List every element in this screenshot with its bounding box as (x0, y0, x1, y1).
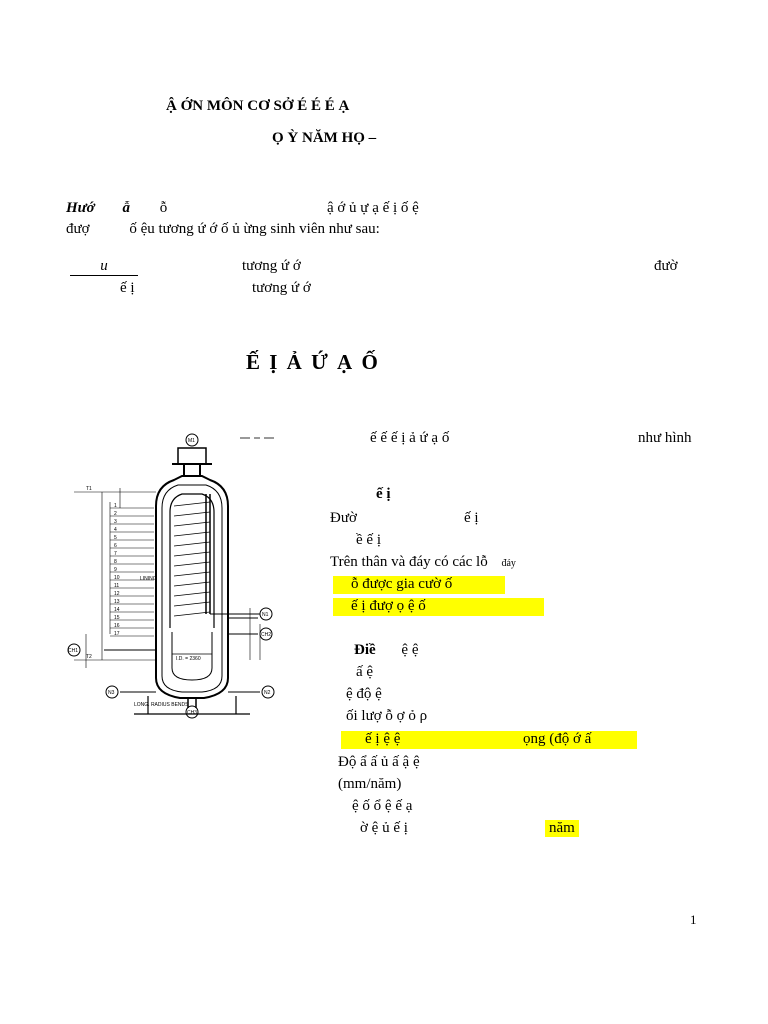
r16b: năm (545, 820, 579, 837)
r15: ệ ố ổ ệ ế ạ (352, 798, 413, 814)
intro-line2 (66, 221, 380, 238)
r8b: ệ ệ (401, 642, 419, 658)
r16 (360, 820, 575, 837)
row-label: 2 (114, 511, 117, 517)
label-ch2: CH2 (261, 632, 272, 638)
row-label: 17 (114, 631, 120, 637)
r9: ấ ệ (356, 664, 374, 680)
r12-highlight (341, 731, 637, 749)
r3 (330, 510, 479, 527)
row-label: 1 (114, 503, 117, 509)
param-text-3: ế ị (120, 280, 135, 296)
r1 (370, 430, 449, 447)
r14: (mm/năm) (338, 776, 402, 792)
r12b: ọng (độ ớ ấ (523, 731, 592, 747)
r4: ề ế ị (356, 532, 381, 548)
r11: ối lượ ỗ ợ ỏ ρ (346, 708, 428, 724)
row-label: 3 (114, 519, 117, 525)
row-label: 14 (114, 607, 120, 613)
r8a: Điề (354, 642, 376, 658)
row-label: 15 (114, 615, 120, 621)
param-text-4: tương ứ ớ (252, 280, 311, 296)
row-label: 12 (114, 591, 120, 597)
intro-lead-3: ỗ (159, 200, 168, 216)
intro-text-2b: ố ệu tương ứ ớ ố ủ ừng sinh viên như sau: (129, 221, 380, 237)
intro-line1 (66, 200, 419, 217)
r8 (354, 642, 419, 659)
row-label: 16 (114, 623, 120, 629)
intro-text-2a: đượ (66, 221, 90, 237)
page-number: 1 (690, 912, 697, 927)
row-label: 9 (114, 567, 117, 573)
row-label: 10 (114, 575, 120, 581)
row-label: 8 (114, 559, 117, 565)
r12a: ế ị ệ ệ (365, 731, 401, 747)
row-label: 13 (114, 599, 120, 605)
r5a: Trên thân và đáy có các lỗ (330, 554, 488, 570)
label-lining: LINING (140, 576, 157, 582)
row-label: 4 (114, 527, 117, 533)
param-text-2: đườ (654, 258, 678, 274)
doc-title-line1: Ậ ỚN MÔN CƠ SỞ É É É Ạ (166, 98, 350, 114)
label-t1: T1 (86, 486, 92, 492)
label-n2: N2 (264, 690, 271, 696)
param-u: u (70, 258, 138, 276)
section-heading: Ế Ị Ả Ứ Ạ Ố (246, 350, 380, 374)
label-base: LONG. RADIUS BENDS (134, 702, 189, 708)
r16a: ờ ệ ủ ế ị (360, 820, 408, 836)
param-line1 (70, 258, 678, 276)
r1b: như hình (638, 430, 692, 446)
r5 (330, 554, 516, 571)
param-text-1: tương ứ ớ (242, 258, 301, 274)
top-nozzle-flange (178, 448, 206, 464)
row-label: 5 (114, 535, 117, 541)
label-ch1: CH1 (68, 648, 79, 654)
doc-title-line2: Ọ Ỳ NĂM HỌ – (272, 130, 377, 146)
label-t2: T2 (86, 654, 92, 660)
label-n1: N1 (262, 612, 269, 618)
reactor-diagram (64, 428, 286, 724)
row-label: 11 (114, 583, 120, 589)
label-id: I.D. = 2360 (176, 656, 201, 662)
r10: ệ độ ệ (346, 686, 382, 702)
r1-text: ế ế ế ị ả ứ ạ ố (370, 430, 450, 446)
row-label: 7 (114, 551, 117, 557)
intro-lead-2: ẫ (122, 200, 130, 216)
r7: ế ị đượ ọ ệ ố (351, 598, 426, 614)
r6: ỗ được gia cườ ố (351, 576, 453, 592)
r7-highlight (333, 598, 544, 616)
r3a: Đườ (330, 510, 357, 526)
r2: ế ị (376, 486, 391, 502)
r3b: ế ị (464, 510, 479, 526)
intro-text-1: ậ ớ ủ ự ạ ế ị ố ệ (326, 200, 419, 216)
label-m1: M1 (188, 438, 195, 444)
r13: Độ ẩ ấ ủ ấ ậ ệ (338, 754, 420, 770)
param-line2 (120, 280, 311, 297)
label-ch3: CH3 (187, 710, 198, 716)
row-label: 6 (114, 543, 117, 549)
r6-highlight (333, 576, 505, 594)
label-n3: N3 (108, 690, 115, 696)
intro-lead: Hướ (66, 200, 95, 216)
r5b: đáy (501, 558, 516, 569)
